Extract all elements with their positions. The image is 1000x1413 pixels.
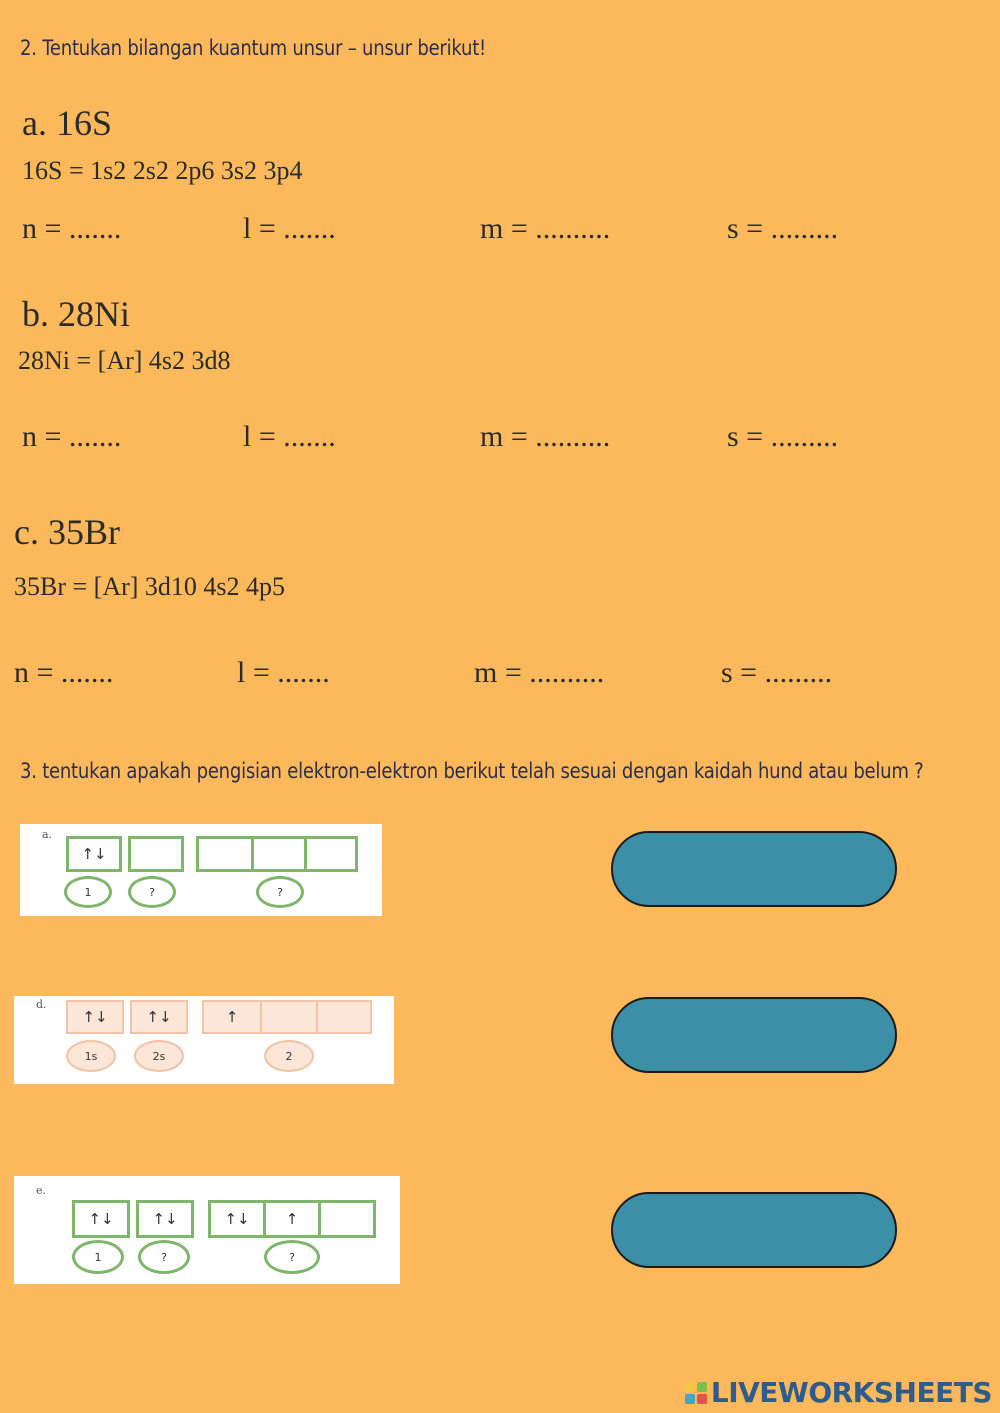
orbital-box xyxy=(251,836,307,872)
diagram-e-letter: e. xyxy=(36,1184,47,1197)
orbital-diagram-e xyxy=(14,1176,400,1284)
orbital-label-oval: 2s xyxy=(134,1040,184,1072)
diagram-d-letter: d. xyxy=(36,998,47,1011)
answer-drop-zone-e[interactable] xyxy=(611,1192,897,1268)
question-2-title: 2. Tentukan bilangan kuantum unsur – unsur berikut! xyxy=(20,36,486,60)
item-c-n-field[interactable]: n = ....... xyxy=(14,656,114,689)
orbital-label-oval: ? xyxy=(264,1240,320,1274)
orbital-box: ↑↓ xyxy=(130,1000,188,1034)
item-b-heading: b. 28Ni xyxy=(22,294,130,334)
liveworksheets-logo-icon xyxy=(685,1382,707,1404)
orbital-box xyxy=(260,1000,318,1034)
item-b-n-field[interactable]: n = ....... xyxy=(22,420,122,453)
item-a-n-field[interactable]: n = ....... xyxy=(22,212,122,245)
item-a-s-field[interactable]: s = ......... xyxy=(727,212,839,245)
orbital-box: ↑ xyxy=(202,1000,262,1034)
orbital-diagram-d xyxy=(14,996,394,1084)
orbital-box: ↑↓ xyxy=(208,1200,266,1238)
orbital-box: ↑↓ xyxy=(72,1200,130,1238)
answer-drop-zone-d[interactable] xyxy=(611,997,897,1073)
answer-drop-zone-a[interactable] xyxy=(611,831,897,907)
orbital-label-oval: ? xyxy=(138,1240,190,1274)
orbital-label-oval: 1 xyxy=(64,876,112,908)
item-b-m-field[interactable]: m = .......... xyxy=(480,420,611,453)
item-c-s-field[interactable]: s = ......... xyxy=(721,656,833,689)
orbital-box: ↑↓ xyxy=(66,1000,124,1034)
orbital-box xyxy=(304,836,358,872)
item-b-s-field[interactable]: s = ......... xyxy=(727,420,839,453)
orbital-box: ↑↓ xyxy=(66,836,122,872)
orbital-box: ↑ xyxy=(263,1200,321,1238)
item-b-l-field[interactable]: l = ....... xyxy=(243,420,336,453)
item-c-config: 35Br = [Ar] 3d10 4s2 4p5 xyxy=(14,572,286,601)
diagram-a-letter: a. xyxy=(42,828,53,841)
item-a-heading: a. 16S xyxy=(22,103,112,143)
logo-text: LIVEWORKSHEETS xyxy=(710,1376,992,1409)
orbital-box: ↑↓ xyxy=(136,1200,194,1238)
orbital-label-oval: 2 xyxy=(264,1040,314,1072)
orbital-label-oval: 1s xyxy=(66,1040,116,1072)
orbital-box xyxy=(196,836,254,872)
liveworksheets-logo xyxy=(685,1376,992,1409)
orbital-box xyxy=(316,1000,372,1034)
item-b-config: 28Ni = [Ar] 4s2 3d8 xyxy=(18,346,231,375)
orbital-label-oval: 1 xyxy=(72,1240,124,1274)
orbital-box xyxy=(318,1200,376,1238)
item-c-l-field[interactable]: l = ....... xyxy=(237,656,330,689)
orbital-label-oval: ? xyxy=(128,876,176,908)
question-3-title: 3. tentukan apakah pengisian elektron-elektron berikut telah sesuai dengan kaidah hund atau belum ? xyxy=(20,759,924,783)
item-c-m-field[interactable]: m = .......... xyxy=(474,656,605,689)
item-a-config: 16S = 1s2 2s2 2p6 3s2 3p4 xyxy=(22,156,303,185)
orbital-label-oval: ? xyxy=(256,876,304,908)
orbital-diagram-a xyxy=(20,824,382,916)
item-c-heading: c. 35Br xyxy=(14,512,120,552)
item-a-l-field[interactable]: l = ....... xyxy=(243,212,336,245)
orbital-box xyxy=(128,836,184,872)
item-a-m-field[interactable]: m = .......... xyxy=(480,212,611,245)
